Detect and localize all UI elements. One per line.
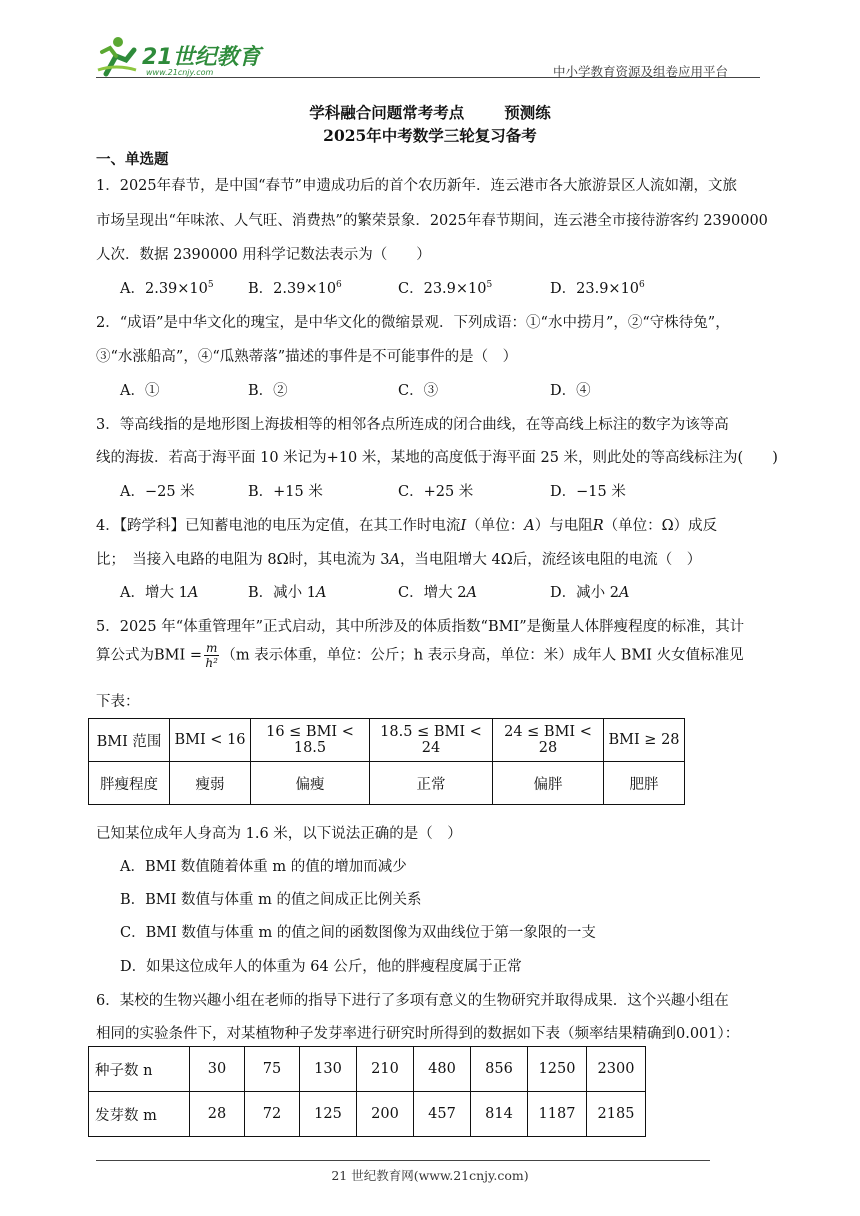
section-heading: 一、单选题: [96, 151, 169, 168]
q1-option-d[interactable]: D．$23.9\times 10^6$: [550, 280, 645, 297]
table-cell: 457: [414, 1092, 471, 1137]
platform-name: 中小学教育资源及组卷应用平台: [553, 64, 729, 79]
footer-divider: [96, 1160, 710, 1161]
q2-line1: 2．“成语”是中华文化的瑰宝，是中华文化的微缩景观．下列成语：①“水中捞月”，②“守株待兔”，: [96, 315, 730, 331]
q5-option-c[interactable]: C．BMI 数值与体重 m 的值之间的函数图像为双曲线位于第一象限的一支: [120, 925, 596, 941]
table-cell: 种子数 n: [89, 1047, 190, 1092]
bmi-fraction: $\frac{m}{\text{h²}}$: [205, 641, 218, 670]
q4-option-d[interactable]: D．减小 2A: [550, 585, 630, 601]
q3-option-d[interactable]: D．−15 米: [550, 484, 626, 500]
q1-option-a[interactable]: A．$2.39\times 10^5$: [120, 280, 214, 297]
table-cell: 480: [414, 1047, 471, 1092]
table-cell: BMI 范围: [89, 719, 170, 762]
header-divider: [96, 77, 760, 78]
q1-line3: 人次．数据 2390000 用科学记数法表示为（ ）: [96, 247, 431, 263]
table-cell: 18.5 ≤ BMI < 24: [370, 719, 493, 762]
table-cell: 210: [357, 1047, 414, 1092]
table-cell: 28: [190, 1092, 245, 1137]
q3-option-b[interactable]: B．+15 米: [248, 484, 323, 500]
table-row: [89, 719, 685, 762]
q5-option-b[interactable]: B．BMI 数值与体重 m 的值之间成正比例关系: [120, 892, 422, 908]
logo-text: 21世纪教育: [142, 45, 261, 70]
q5-option-d[interactable]: D．如果这位成年人的体重为 64 公斤，他的胖瘦程度属于正常: [120, 959, 522, 975]
table-cell: 125: [300, 1092, 357, 1137]
logo-url: www.21cnjy.com: [146, 68, 214, 77]
footer-link[interactable]: 21 世纪教育网(www.21cnjy.com): [331, 1168, 529, 1183]
table-cell: 856: [471, 1047, 528, 1092]
q1-line1: 1．2025年春节，是中国“春节”申遗成功后的首个农历新年．连云港市各大旅游景区人流如潮，文旅: [96, 178, 737, 194]
table-cell: 肥胖: [604, 762, 685, 805]
table-cell: 130: [300, 1047, 357, 1092]
q6-line2: 相同的实验条件下，对某植物种子发芽率进行研究时所得到的数据如下表（频率结果精确到0.001）：: [96, 1026, 740, 1042]
q3-line2: 线的海拔．若高于海平面 10 米记为+10 米，某地的高度低于海平面 25 米，则此处的等高线标注为( ): [96, 450, 778, 466]
q2-option-b[interactable]: B．②: [248, 383, 288, 399]
table-row: [89, 1092, 646, 1137]
q2-option-a[interactable]: A．①: [120, 383, 160, 399]
table-cell: 24 ≤ BMI < 28: [493, 719, 604, 762]
q3-line1: 3．等高线指的是地形图上海拔相等的相邻各点所连成的闭合曲线，在等高线上标注的数字为该等高: [96, 417, 729, 433]
q4-option-c[interactable]: C．增大 2A: [398, 585, 477, 601]
q2-option-c[interactable]: C．③: [398, 383, 439, 399]
table-cell: 75: [245, 1047, 300, 1092]
q3-option-c[interactable]: C．+25 米: [398, 484, 474, 500]
table-cell: 偏瘦: [251, 762, 370, 805]
bmi-table: [88, 718, 685, 805]
title-main: 学科融合问题常考考点: [309, 103, 465, 122]
q2-line2: ③“水涨船高”，④“瓜熟蒂落”描述的事件是不可能事件的是（ ）: [96, 349, 518, 365]
site-logo: [96, 34, 266, 78]
q5-line3: 下表：: [96, 694, 140, 710]
table-cell: BMI ≥ 28: [604, 719, 685, 762]
table-cell: 发芽数 m: [89, 1092, 190, 1137]
table-cell: BMI < 16: [170, 719, 251, 762]
q5-line1: 5．2025 年“体重管理年”正式启动，其中所涉及的体质指数“BMI”是衡量人体胖瘦程度的标准，其计: [96, 619, 745, 635]
q4-line2: 比； 当接入电路的电阻为 8Ω时，其电流为 3A，当电阻增大 4Ω后，流经该电阻的电流（ ）: [96, 552, 702, 568]
q4-option-a[interactable]: A．增大 1A: [120, 585, 199, 601]
q6-line1: 6．某校的生物兴趣小组在老师的指导下进行了多项有意义的生物研究并取得成果．这个兴趣小组在: [96, 993, 729, 1009]
table-cell: 1250: [528, 1047, 587, 1092]
table-row: [89, 1047, 646, 1092]
table-cell: 2300: [587, 1047, 646, 1092]
table-cell: 瘦弱: [170, 762, 251, 805]
table-cell: 正常: [370, 762, 493, 805]
q2-option-d[interactable]: D．④: [550, 383, 591, 399]
q5-line4: 已知某位成年人身高为 1.6 米，以下说法正确的是（ ）: [96, 826, 462, 842]
table-row: [89, 762, 685, 805]
table-cell: 偏胖: [493, 762, 604, 805]
table-cell: 72: [245, 1092, 300, 1137]
germination-table: [88, 1046, 646, 1137]
table-cell: 200: [357, 1092, 414, 1137]
table-cell: 胖瘦程度: [89, 762, 170, 805]
q5-line2: 算公式为BMI = $\frac{m}{\text{h²}}$ （m 表示体重，单位：公斤；h 表示身高，单位：米）成年人 BMI 火女值标准见: [96, 641, 744, 670]
table-cell: 1187: [528, 1092, 587, 1137]
page-title: [0, 101, 860, 123]
table-cell: 814: [471, 1092, 528, 1137]
q1-option-b[interactable]: B．$2.39\times 10^6$: [248, 280, 342, 297]
page-subtitle: 2025年中考数学三轮复习备考: [323, 126, 537, 145]
q1-line2: 市场呈现出“年味浓、人气旺、消费热”的繁荣景象．2025年春节期间，连云港全市接待游客约 2390000: [96, 213, 768, 229]
q3-option-a[interactable]: A．−25 米: [120, 484, 195, 500]
table-cell: 2185: [587, 1092, 646, 1137]
q1-option-c[interactable]: C．$23.9\times 10^5$: [398, 280, 493, 297]
q4-option-b[interactable]: B．减小 1A: [248, 585, 327, 601]
table-cell: 30: [190, 1047, 245, 1092]
q4-line1: 4．【跨学科】已知蓄电池的电压为定值，在其工作时电流I（单位：A）与电阻R（单位：Ω）成反: [96, 518, 718, 534]
title-suffix: 预测练: [504, 103, 551, 122]
q5-option-a[interactable]: A．BMI 数值随着体重 m 的值的增加而减少: [120, 859, 407, 875]
table-cell: 16 ≤ BMI < 18.5: [251, 719, 370, 762]
